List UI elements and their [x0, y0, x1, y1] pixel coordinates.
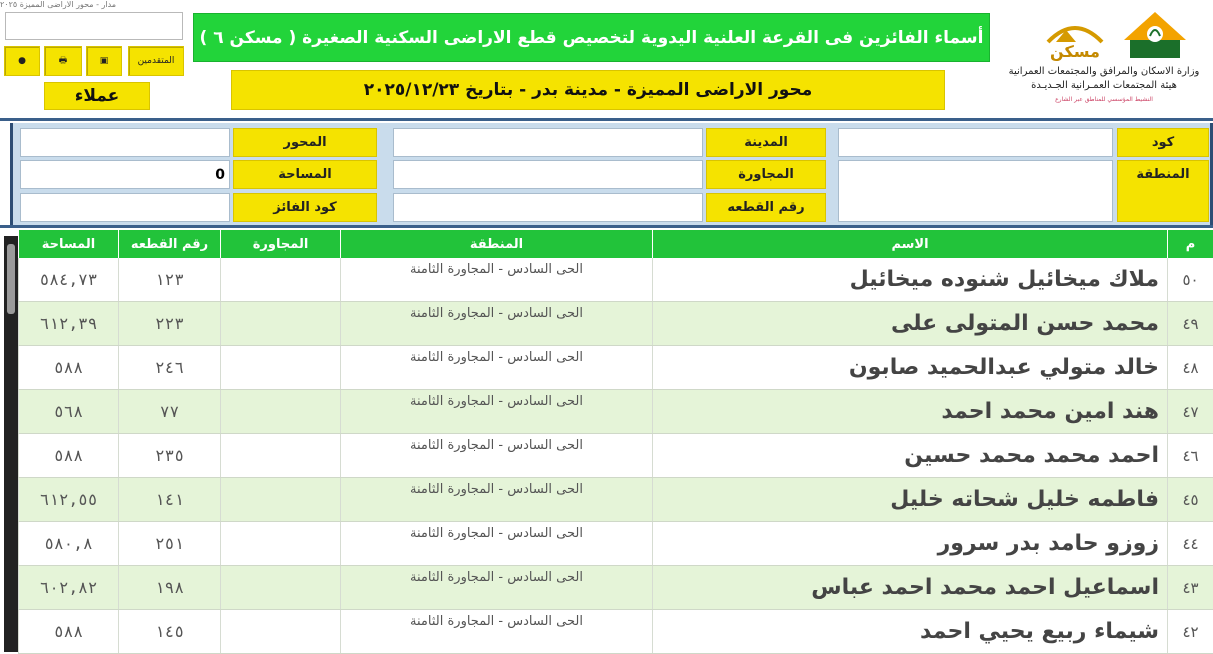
- print-icon: 🖶: [58, 56, 68, 66]
- cell-name: اسماعيل احمد محمد احمد عباس: [652, 566, 1167, 609]
- axis-label: المحور: [233, 128, 377, 157]
- ministry-logo-icon: [1120, 10, 1190, 62]
- table-row[interactable]: [18, 522, 1213, 566]
- cell-neighborhood: [220, 390, 340, 433]
- axis-input[interactable]: [20, 128, 230, 157]
- cell-no: ٤٤: [1167, 522, 1213, 565]
- cell-no: ٤٢: [1167, 610, 1213, 653]
- cell-area: ٥٨٠,٨: [18, 522, 118, 565]
- cell-zone: الحى السادس - المجاورة الثامنة: [340, 390, 652, 433]
- main-title: [193, 13, 990, 62]
- cell-no: ٤٥: [1167, 478, 1213, 521]
- cell-no: ٤٩: [1167, 302, 1213, 345]
- main-title-text: أسماء الفائزين فى القرعة العلنية اليدوية لتخصيص قطع الاراضى السكنية الصغيرة ( مسكن ٦ ): [199, 27, 984, 48]
- cell-plot: ١٤١: [118, 478, 220, 521]
- table-row[interactable]: [18, 258, 1213, 302]
- cell-zone: الحى السادس - المجاورة الثامنة: [340, 258, 652, 301]
- cell-area: ٥٨٨: [18, 434, 118, 477]
- city-input[interactable]: [393, 128, 703, 157]
- sub-title: [231, 70, 945, 110]
- cell-neighborhood: [220, 434, 340, 477]
- cell-zone: الحى السادس - المجاورة الثامنة: [340, 434, 652, 477]
- cell-name: شيماء ربيع يحيي احمد: [652, 610, 1167, 653]
- cell-name: هند امين محمد احمد: [652, 390, 1167, 433]
- region-input[interactable]: [838, 160, 1113, 222]
- org-name-ministry: وزارة الاسكان والمرافق والمجتمعات العمرانية: [1008, 66, 1200, 77]
- city-label: المدينة: [706, 128, 826, 157]
- cell-no: ٤٦: [1167, 434, 1213, 477]
- cell-plot: ٢٥١: [118, 522, 220, 565]
- cell-name: ملاك ميخائيل شنوده ميخائيل: [652, 258, 1167, 301]
- region-label: المنطقة: [1117, 160, 1209, 222]
- col-header-area[interactable]: المساحة: [18, 230, 118, 258]
- cell-no: ٤٣: [1167, 566, 1213, 609]
- cell-plot: ٧٧: [118, 390, 220, 433]
- advanced-button-label: المتقدمين: [137, 56, 175, 66]
- col-header-neighborhood[interactable]: المجاورة: [220, 230, 340, 258]
- header-divider: [0, 118, 1213, 121]
- cell-neighborhood: [220, 346, 340, 389]
- cell-no: ٥٠: [1167, 258, 1213, 301]
- cell-zone: الحى السادس - المجاورة الثامنة: [340, 302, 652, 345]
- cell-neighborhood: [220, 478, 340, 521]
- table-row[interactable]: [18, 610, 1213, 654]
- cell-area: ٥٨٨: [18, 610, 118, 653]
- search-input[interactable]: [5, 12, 183, 40]
- cell-area: ٥٦٨: [18, 390, 118, 433]
- cell-area: ٥٨٤,٧٣: [18, 258, 118, 301]
- cell-neighborhood: [220, 610, 340, 653]
- cell-plot: ٢٤٦: [118, 346, 220, 389]
- scrollbar-thumb[interactable]: [7, 244, 15, 314]
- cell-name: فاطمه خليل شحاته خليل: [652, 478, 1167, 521]
- area-value: 0: [215, 166, 225, 183]
- cell-zone: الحى السادس - المجاورة الثامنة: [340, 346, 652, 389]
- table-row[interactable]: [18, 434, 1213, 478]
- plot-no-input[interactable]: [393, 193, 703, 222]
- cell-name: محمد حسن المتولى على: [652, 302, 1167, 345]
- col-header-plot[interactable]: رقم القطعه: [118, 230, 220, 258]
- cell-no: ٤٨: [1167, 346, 1213, 389]
- window-caption: مدار - محور الاراضى المميزة ٢٠٢٥: [0, 0, 117, 9]
- cell-neighborhood: [220, 566, 340, 609]
- cell-area: ٦١٢,٣٩: [18, 302, 118, 345]
- save-icon: ▣: [99, 56, 109, 66]
- table-row[interactable]: [18, 566, 1213, 610]
- area-label: المساحة: [233, 160, 377, 189]
- maskan-logo-text: مسكن: [1050, 42, 1100, 61]
- print-button[interactable]: [44, 46, 82, 76]
- table-row[interactable]: [18, 346, 1213, 390]
- code-label: كود: [1117, 128, 1209, 157]
- cell-plot: ٢٣٥: [118, 434, 220, 477]
- clients-button[interactable]: [44, 82, 150, 110]
- refresh-icon: ●: [18, 56, 26, 66]
- tool-button-small[interactable]: [4, 46, 40, 76]
- cell-plot: ١٤٥: [118, 610, 220, 653]
- cell-plot: ١٢٣: [118, 258, 220, 301]
- plot-no-label: رقم القطعه: [706, 193, 826, 222]
- cell-zone: الحى السادس - المجاورة الثامنة: [340, 610, 652, 653]
- table-row[interactable]: [18, 478, 1213, 522]
- table-row[interactable]: [18, 390, 1213, 434]
- code-input[interactable]: [838, 128, 1113, 157]
- clients-button-label: عملاء: [74, 86, 120, 106]
- cell-name: زوزو حامد بدر سرور: [652, 522, 1167, 565]
- cell-no: ٤٧: [1167, 390, 1213, 433]
- cell-neighborhood: [220, 522, 340, 565]
- cell-neighborhood: [220, 302, 340, 345]
- cell-zone: الحى السادس - المجاورة الثامنة: [340, 478, 652, 521]
- neighborhood-input[interactable]: [393, 160, 703, 189]
- neighborhood-label: المجاورة: [706, 160, 826, 189]
- cell-neighborhood: [220, 258, 340, 301]
- cell-name: احمد محمد محمد حسين: [652, 434, 1167, 477]
- maskan-logo: [1042, 12, 1108, 62]
- winner-code-label: كود الفائز: [233, 193, 377, 222]
- area-input[interactable]: [20, 160, 230, 189]
- winners-table: [18, 230, 1213, 652]
- cell-zone: الحى السادس - المجاورة الثامنة: [340, 566, 652, 609]
- cell-plot: ١٩٨: [118, 566, 220, 609]
- cell-area: ٦٠٢,٨٢: [18, 566, 118, 609]
- col-header-name[interactable]: الاسم: [652, 230, 1167, 258]
- cell-area: ٦١٢,٥٥: [18, 478, 118, 521]
- form-divider: [0, 225, 1213, 228]
- advanced-button[interactable]: [128, 46, 184, 76]
- cell-zone: الحى السادس - المجاورة الثامنة: [340, 522, 652, 565]
- sub-title-text: محور الاراضى المميزة - مدينة بدر - بتاريخ ٢٠٢٥/١٢/٢٣: [363, 80, 813, 100]
- cell-plot: ٢٢٣: [118, 302, 220, 345]
- winner-code-input[interactable]: [20, 193, 230, 222]
- save-button[interactable]: [86, 46, 122, 76]
- col-header-zone[interactable]: المنطقة: [340, 230, 652, 258]
- col-header-no[interactable]: م: [1167, 230, 1213, 258]
- cell-area: ٥٨٨: [18, 346, 118, 389]
- table-row[interactable]: [18, 302, 1213, 346]
- org-name-authority: هيئة المجتمعات العمـرانية الجـديـدة: [1031, 80, 1177, 91]
- cell-name: خالد متولي عبدالحميد صابون: [652, 346, 1167, 389]
- table-header: [18, 230, 1213, 258]
- org-tagline: النشيط المؤسسي للمناطق عبر الشارع: [1055, 96, 1153, 103]
